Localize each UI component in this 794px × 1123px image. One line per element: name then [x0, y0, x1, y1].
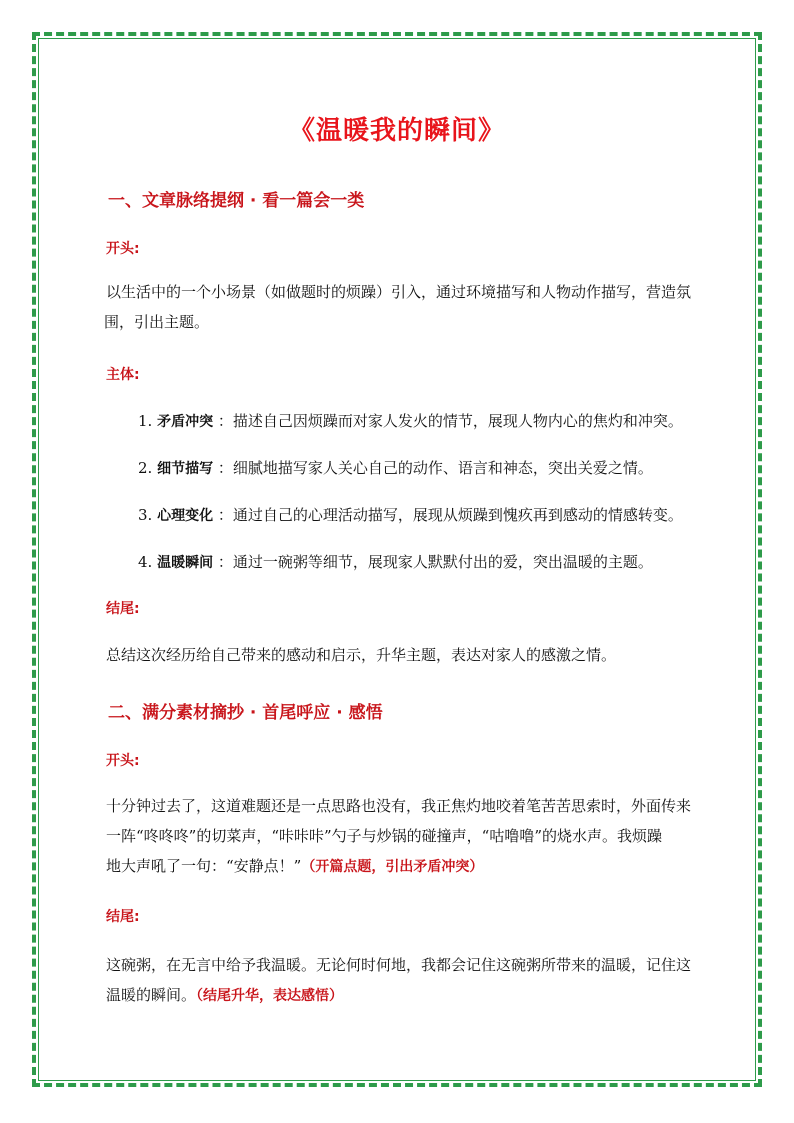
section1-ending-label: 结尾:: [106, 601, 140, 617]
list-item-text: ：通过自己的心理活动描写，展现从烦躁到愧疚再到感动的情感转变。: [213, 506, 683, 524]
section2-heading: 二、满分素材摘抄 · 首尾呼应 · 感悟: [108, 703, 383, 723]
list-item: [138, 457, 653, 478]
list-item-text: ：描述自己因烦躁而对家人发火的情节，展现人物内心的焦灼和冲突。: [213, 412, 683, 430]
section2-opening-text: [106, 791, 726, 882]
ending-line-2-text: 温暖的瞬间。: [106, 986, 197, 1004]
section2-ending-text: [106, 950, 726, 1011]
annotation-note: （开篇点题，引出矛盾冲突）: [301, 859, 484, 875]
opening-line-2: 一阵“咚咚咚”的切菜声，“咔咔咔”勺子与炒锅的碰撞声，“咕噜噜”的烧水声。我烦躁: [106, 827, 663, 845]
section1-body-label: 主体:: [106, 367, 140, 383]
section1-opening-label: 开头:: [106, 241, 140, 257]
section2-opening-label: 开头:: [106, 753, 140, 769]
section1-heading: 一、文章脉络提纲 · 看一篇会一类: [108, 191, 365, 211]
list-item-number: 3.: [138, 506, 153, 524]
list-item-label: 心理变化: [157, 508, 214, 524]
opening-line-1: 十分钟过去了，这道难题还是一点思路也没有，我正焦灼地咬着笔苦苦思索时，外面传来: [106, 797, 692, 815]
section1-opening-text: [106, 277, 726, 337]
list-item-label: 细节描写: [157, 461, 214, 477]
list-item-number: 1.: [138, 412, 153, 430]
section2-ending-label: 结尾:: [106, 909, 140, 925]
ending-line-2: [106, 980, 726, 1011]
list-item: [138, 551, 653, 572]
opening-line-1: 以生活中的一个小场景（如做题时的烦躁）引入，通过环境描写和人物动作描写，营造氛: [106, 283, 692, 301]
opening-line-2: 围，引出主题。: [104, 313, 210, 331]
document-title: 《温暖我的瞬间》: [288, 116, 505, 146]
annotation-note: （结尾升华，表达感悟）: [196, 988, 344, 1004]
list-item: [138, 410, 683, 431]
list-item-label: 温暖瞬间: [157, 555, 214, 571]
list-item-number: 2.: [138, 459, 153, 477]
opening-line-3-text: 地大声吼了一句：“安静点！”: [106, 857, 302, 875]
section1-ending-text: 总结这次经历给自己带来的感动和启示，升华主题，表达对家人的感激之情。: [106, 646, 617, 664]
list-item-label: 矛盾冲突: [157, 414, 214, 430]
opening-line-3: [106, 851, 726, 882]
list-item: [138, 504, 683, 525]
list-item-text: ：通过一碗粥等细节，展现家人默默付出的爱，突出温暖的主题。: [213, 553, 653, 571]
ending-line-1: 这碗粥，在无言中给予我温暖。无论何时何地，我都会记住这碗粥所带来的温暖，记住这: [106, 956, 692, 974]
list-item-number: 4.: [138, 553, 153, 571]
list-item-text: ：细腻地描写家人关心自己的动作、语言和神态，突出关爱之情。: [213, 459, 653, 477]
